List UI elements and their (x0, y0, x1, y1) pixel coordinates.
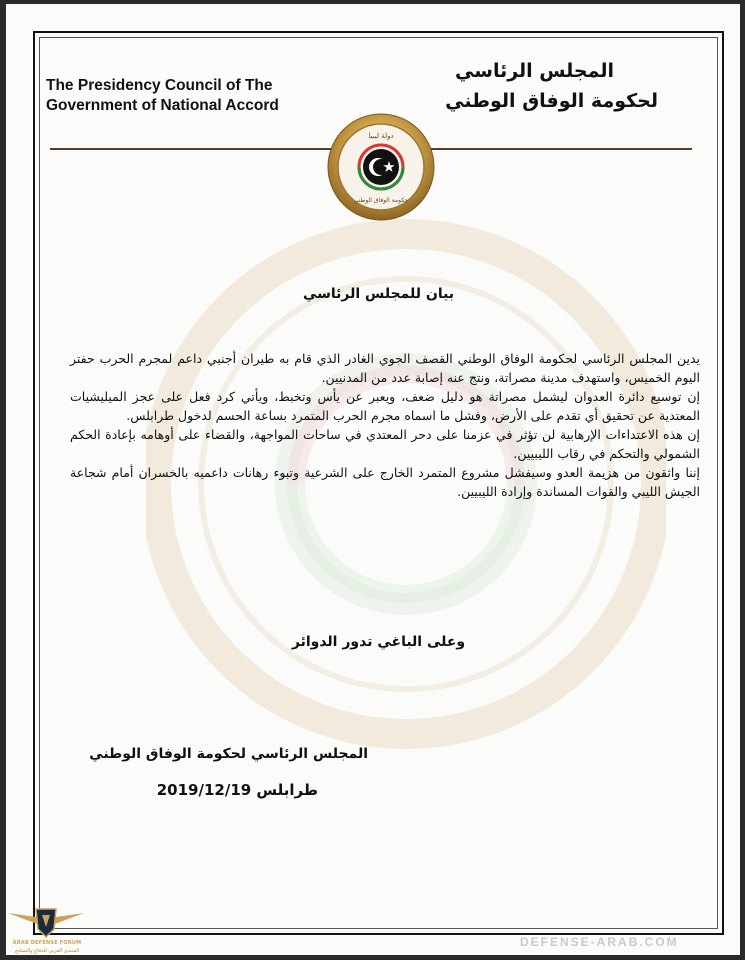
signatory-name: المجلس الرئاسي لحكومة الوفاق الوطني (89, 746, 368, 762)
arabic-letterhead-line2: لحكومة الوفاق الوطني (445, 90, 658, 112)
english-letterhead-line2: Government of National Accord (46, 97, 279, 114)
site-watermark: DEFENSE-ARAB.COM (520, 935, 679, 949)
forum-subtitle: المنتدى العربي للدفاع والتسليح (14, 948, 80, 954)
english-letterhead (46, 76, 346, 116)
statement-paragraph: إن هذه الاعتداءات الإرهابية لن تؤثر في عزمنا على دحر المعتدي في ساحات المواجهة، والقضاء على أوهامه بإعادة الحكم الشمولي والتحكم في رقاب الليبيين. (70, 427, 700, 461)
seal-top-text: دولة ليبيا (368, 132, 394, 140)
arabic-letterhead (398, 56, 658, 116)
statement-paragraph: إننا واثقون من هزيمة العدو وسيفشل مشروع المتمرد الخارج على الشرعية وتبوء رهانات داعميه بالخسران أمام شجاعة الجيش الليبي والقوات المساندة وإرادة الليبيين. (70, 465, 700, 499)
place-and-date: طرابلس 2019/12/19 (156, 781, 318, 799)
document-page (6, 4, 740, 955)
statement-paragraph: إن توسيع دائرة العدوان ليشمل مصراتة هو دليل ضعف، ويعبر عن يأس وتخبط، ويأتي كرد فعل على عجز الميليشيات المعتدية عن تحقيق أي تقدم على الأرض، وفشل ما اسماه مجرم الحرب المتمرد بساعة الحسم لدخول طرابلس. (70, 389, 700, 423)
english-letterhead-line1: The Presidency Council of The (46, 77, 273, 94)
statement-body (70, 349, 700, 501)
closing-phrase: وعلى الباغي تدور الدوائر (291, 634, 466, 650)
government-seal-icon (326, 112, 436, 222)
seal-bottom-text: حكومة الوفاق الوطني (353, 197, 409, 204)
statement-paragraph: يدين المجلس الرئاسي لحكومة الوفاق الوطني القصف الجوي الغادر الذي قام به طيران أجنبي داعم لمجرم الحرب حفتر اليوم الخميس، واستهدف مدينة مصراتة، ونتج عنه إصابة عدد من المدنيين. (70, 351, 700, 385)
arabic-letterhead-line1: المجلس الرئاسي (455, 60, 614, 82)
statement-title: بيان للمجلس الرئاسي (302, 286, 455, 302)
forum-name: ARAB DEFENSE FORUM (12, 940, 82, 946)
